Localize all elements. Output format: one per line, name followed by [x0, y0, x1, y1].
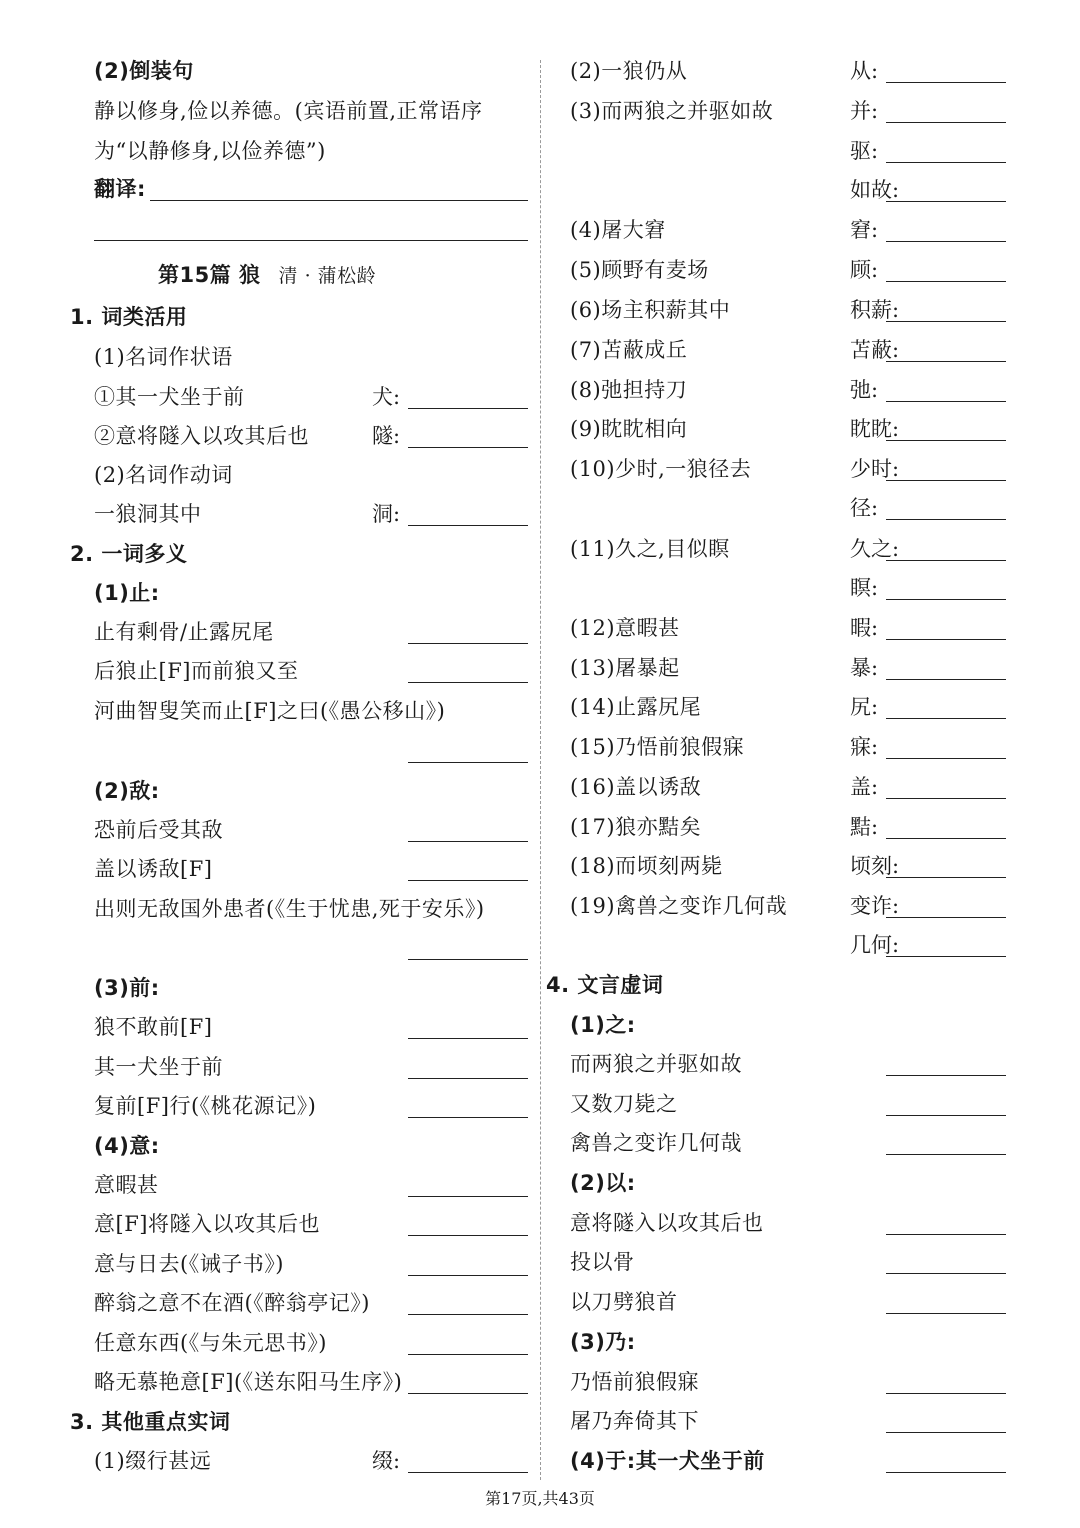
section-1-heading: 1. 词类活用	[70, 305, 188, 329]
yi-blank-1[interactable]	[408, 1196, 528, 1197]
s3-item-16-key: 盖:	[850, 775, 879, 799]
s1-item2-key: 隧:	[372, 424, 401, 448]
s3-item-9-blank[interactable]	[886, 440, 1006, 441]
s3-item-3-blank-2[interactable]	[886, 162, 1006, 163]
s3-item-1-blank[interactable]	[408, 1472, 528, 1473]
s1-item1: ①其一犬坐于前	[94, 385, 245, 409]
s4-nai-label: (3)乃:	[570, 1330, 636, 1354]
s3-item-2: (2)一狼仍从	[570, 59, 688, 83]
s4-yi-blank-3[interactable]	[886, 1313, 1006, 1314]
s3-item-7-blank[interactable]	[886, 361, 1006, 362]
s3-item-15-key: 寐:	[850, 735, 879, 759]
s3-item-9: (9)眈眈相向	[570, 417, 688, 441]
s3-item-17-key: 黠:	[850, 815, 879, 839]
s3-item-1-key: 缀:	[372, 1449, 401, 1473]
s3-item-11-key-1: 久之:	[850, 537, 900, 561]
translate-blank-1[interactable]	[150, 200, 528, 201]
s3-item-12: (12)意暇甚	[570, 616, 680, 640]
s4-zhi-label: (1)之:	[570, 1013, 636, 1037]
s3-item-3-blank-3[interactable]	[886, 201, 1006, 202]
s4-zhi-item-3: 禽兽之变诈几何哉	[570, 1131, 742, 1155]
s4-yu-blank[interactable]	[886, 1472, 1006, 1473]
s3-item-10-key-2: 径:	[850, 496, 879, 520]
s3-item-13-key: 暴:	[850, 656, 879, 680]
s3-item-14-key: 尻:	[850, 695, 879, 719]
s3-item-3-key-2: 驱:	[850, 139, 879, 163]
zhi-label: (1)止:	[94, 581, 160, 605]
s3-item-19-blank-1[interactable]	[886, 917, 1006, 918]
zhi-blank-1[interactable]	[408, 643, 528, 644]
s4-yi-item-1: 意将隧入以攻其后也	[570, 1211, 764, 1235]
s4-nai-blank-2[interactable]	[886, 1432, 1006, 1433]
yi-label: (4)意:	[94, 1134, 160, 1158]
s3-item-11: (11)久之,目似瞑	[570, 537, 730, 561]
s3-item-17-blank[interactable]	[886, 838, 1006, 839]
inverted-sentence-text-2: 为“以静修身,以俭养德”)	[94, 139, 326, 163]
s3-item-13-blank[interactable]	[886, 679, 1006, 680]
s1-sub2: (2)名词作动词	[94, 463, 233, 487]
s3-item-11-key-2: 瞑:	[850, 576, 879, 600]
s3-item-10: (10)少时,一狼径去	[570, 457, 752, 481]
s1-item3-key: 洞:	[372, 502, 401, 526]
s3-item-3: (3)而两狼之并驱如故	[570, 99, 774, 123]
s1-item1-key: 犬:	[372, 385, 401, 409]
yi-item-2: 意[F]将隧入以攻其后也	[94, 1212, 320, 1236]
di-item-2: 盖以诱敌[F]	[94, 857, 213, 881]
s1-item2: ②意将隧入以攻其后也	[94, 424, 309, 448]
s3-item-15: (15)乃悟前狼假寐	[570, 735, 745, 759]
s4-nai-blank-1[interactable]	[886, 1393, 1006, 1394]
s4-nai-item-1: 乃悟前狼假寐	[570, 1370, 699, 1394]
di-label: (2)敌:	[94, 779, 160, 803]
yi-blank-4[interactable]	[408, 1314, 528, 1315]
s3-item-16: (16)盖以诱敌	[570, 775, 702, 799]
inverted-sentence-text-1: 静以修身,俭以养德。(宾语前置,正常语序	[94, 99, 483, 123]
article-author: 清 · 蒲松龄	[278, 265, 377, 287]
s4-yu-label: (4)于:其一犬坐于前	[570, 1449, 765, 1473]
s3-item-6-blank[interactable]	[886, 321, 1006, 322]
s3-item-4-blank[interactable]	[886, 241, 1006, 242]
zhi-item-2: 后狼止[F]而前狼又至	[94, 659, 299, 683]
qian-blank-3[interactable]	[408, 1117, 528, 1118]
s4-yi-label: (2)以:	[570, 1171, 636, 1195]
s3-item-12-key: 暇:	[850, 616, 879, 640]
yi-blank-6[interactable]	[408, 1393, 528, 1394]
s3-item-14-blank[interactable]	[886, 718, 1006, 719]
s3-item-2-blank[interactable]	[886, 82, 1006, 83]
qian-label: (3)前:	[94, 976, 160, 1000]
s4-yi-blank-1[interactable]	[886, 1234, 1006, 1235]
s3-item-11-blank-1[interactable]	[886, 560, 1006, 561]
translate-blank-2[interactable]	[94, 240, 528, 241]
s3-item-5-blank[interactable]	[886, 281, 1006, 282]
s3-item-4: (4)屠大窘	[570, 218, 666, 242]
s1-item3: 一狼洞其中	[94, 502, 202, 526]
s3-item-19-key-1: 变诈:	[850, 894, 900, 918]
s4-yi-item-2: 投以骨	[570, 1250, 635, 1274]
qian-item-1: 狼不敢前[F]	[94, 1015, 213, 1039]
qian-blank-2[interactable]	[408, 1078, 528, 1079]
section-2-heading: 2. 一词多义	[70, 542, 188, 566]
s3-item-10-blank-2[interactable]	[886, 519, 1006, 520]
s4-zhi-blank-1[interactable]	[886, 1075, 1006, 1076]
qian-item-3: 复前[F]行(《桃花源记》)	[94, 1094, 317, 1118]
yi-item-4: 醉翁之意不在酒(《醉翁亭记》)	[94, 1291, 370, 1315]
s4-zhi-blank-2[interactable]	[886, 1115, 1006, 1116]
s3-item-10-blank-1[interactable]	[886, 480, 1006, 481]
zhi-item-1: 止有剩骨/止露尻尾	[94, 620, 274, 644]
s3-item-11-blank-2[interactable]	[886, 599, 1006, 600]
section-4-heading: 4. 文言虚词	[546, 973, 664, 997]
inverted-sentence-label: (2)倒装句	[94, 59, 194, 83]
yi-blank-5[interactable]	[408, 1354, 528, 1355]
yi-item-6: 略无慕艳意[F](《送东阳马生序》)	[94, 1370, 403, 1394]
di-item-1: 恐前后受其敌	[94, 818, 223, 842]
s3-item-18-blank[interactable]	[886, 877, 1006, 878]
s3-item-15-blank[interactable]	[886, 758, 1006, 759]
yi-item-1: 意暇甚	[94, 1173, 159, 1197]
s4-zhi-blank-3[interactable]	[886, 1154, 1006, 1155]
qian-blank-1[interactable]	[408, 1038, 528, 1039]
s1-item1-blank[interactable]	[408, 408, 528, 409]
s4-yi-blank-2[interactable]	[886, 1273, 1006, 1274]
zhi-blank-3[interactable]	[408, 762, 528, 763]
s3-item-8-blank[interactable]	[886, 401, 1006, 402]
s3-item-13: (13)屠暴起	[570, 656, 680, 680]
s3-item-7-key: 苫蔽:	[850, 338, 900, 362]
di-blank-2[interactable]	[408, 880, 528, 881]
s4-nai-item-2: 屠乃奔倚其下	[570, 1409, 699, 1433]
yi-blank-3[interactable]	[408, 1275, 528, 1276]
column-divider	[540, 60, 541, 1480]
s3-item-4-key: 窘:	[850, 218, 879, 242]
page-footer: 第17页,共43页	[485, 1489, 595, 1508]
s4-zhi-item-1: 而两狼之并驱如故	[570, 1052, 742, 1076]
qian-item-2: 其一犬坐于前	[94, 1055, 223, 1079]
yi-item-3: 意与日去(《诫子书》)	[94, 1252, 284, 1276]
s3-item-2-key: 从:	[850, 59, 879, 83]
s3-item-10-key-1: 少时:	[850, 457, 900, 481]
s3-item-3-key-3: 如故:	[850, 178, 900, 202]
s3-item-12-blank[interactable]	[886, 639, 1006, 640]
s3-item-17: (17)狼亦黠矣	[570, 815, 702, 839]
s3-item-19-blank-2[interactable]	[886, 956, 1006, 957]
s1-sub1: (1)名词作状语	[94, 345, 233, 369]
s3-item-6: (6)场主积薪其中	[570, 298, 731, 322]
yi-blank-2[interactable]	[408, 1235, 528, 1236]
s3-item-3-blank-1[interactable]	[886, 122, 1006, 123]
s3-item-5-key: 顾:	[850, 258, 879, 282]
s3-item-19: (19)禽兽之变诈几何哉	[570, 894, 788, 918]
s1-item3-blank[interactable]	[408, 525, 528, 526]
translate-label: 翻译:	[94, 177, 146, 201]
s3-item-18: (18)而顷刻两毙	[570, 854, 723, 878]
article-title	[158, 262, 376, 289]
s3-item-19-key-2: 几何:	[850, 933, 900, 957]
s3-item-8-key: 弛:	[850, 378, 879, 402]
di-item-3: 出则无敌国外患者(《生于忧患,死于安乐》)	[94, 897, 485, 921]
s3-item-9-key: 眈眈:	[850, 417, 900, 441]
s3-item-5: (5)顾野有麦场	[570, 258, 709, 282]
s3-item-7: (7)苫蔽成丘	[570, 338, 688, 362]
s3-item-3-key-1: 并:	[850, 99, 879, 123]
yi-item-5: 任意东西(《与朱元思书》)	[94, 1331, 327, 1355]
s4-yi-item-3: 以刀劈狼首	[570, 1290, 678, 1314]
s3-item-1: (1)缀行甚远	[94, 1449, 212, 1473]
s4-zhi-item-2: 又数刀毙之	[570, 1092, 678, 1116]
s1-item2-blank[interactable]	[408, 447, 528, 448]
s3-item-18-key: 顷刻:	[850, 854, 900, 878]
zhi-blank-2[interactable]	[408, 682, 528, 683]
s3-item-6-key: 积薪:	[850, 298, 900, 322]
di-blank-1[interactable]	[408, 841, 528, 842]
article-title-text: 第15篇 狼	[158, 263, 261, 287]
di-blank-3[interactable]	[408, 959, 528, 960]
s3-item-14: (14)止露尻尾	[570, 695, 702, 719]
section-3-heading: 3. 其他重点实词	[70, 1410, 231, 1434]
s3-item-16-blank[interactable]	[886, 798, 1006, 799]
zhi-item-3: 河曲智叟笑而止[F]之曰(《愚公移山》)	[94, 699, 446, 723]
s3-item-8: (8)弛担持刀	[570, 378, 688, 402]
